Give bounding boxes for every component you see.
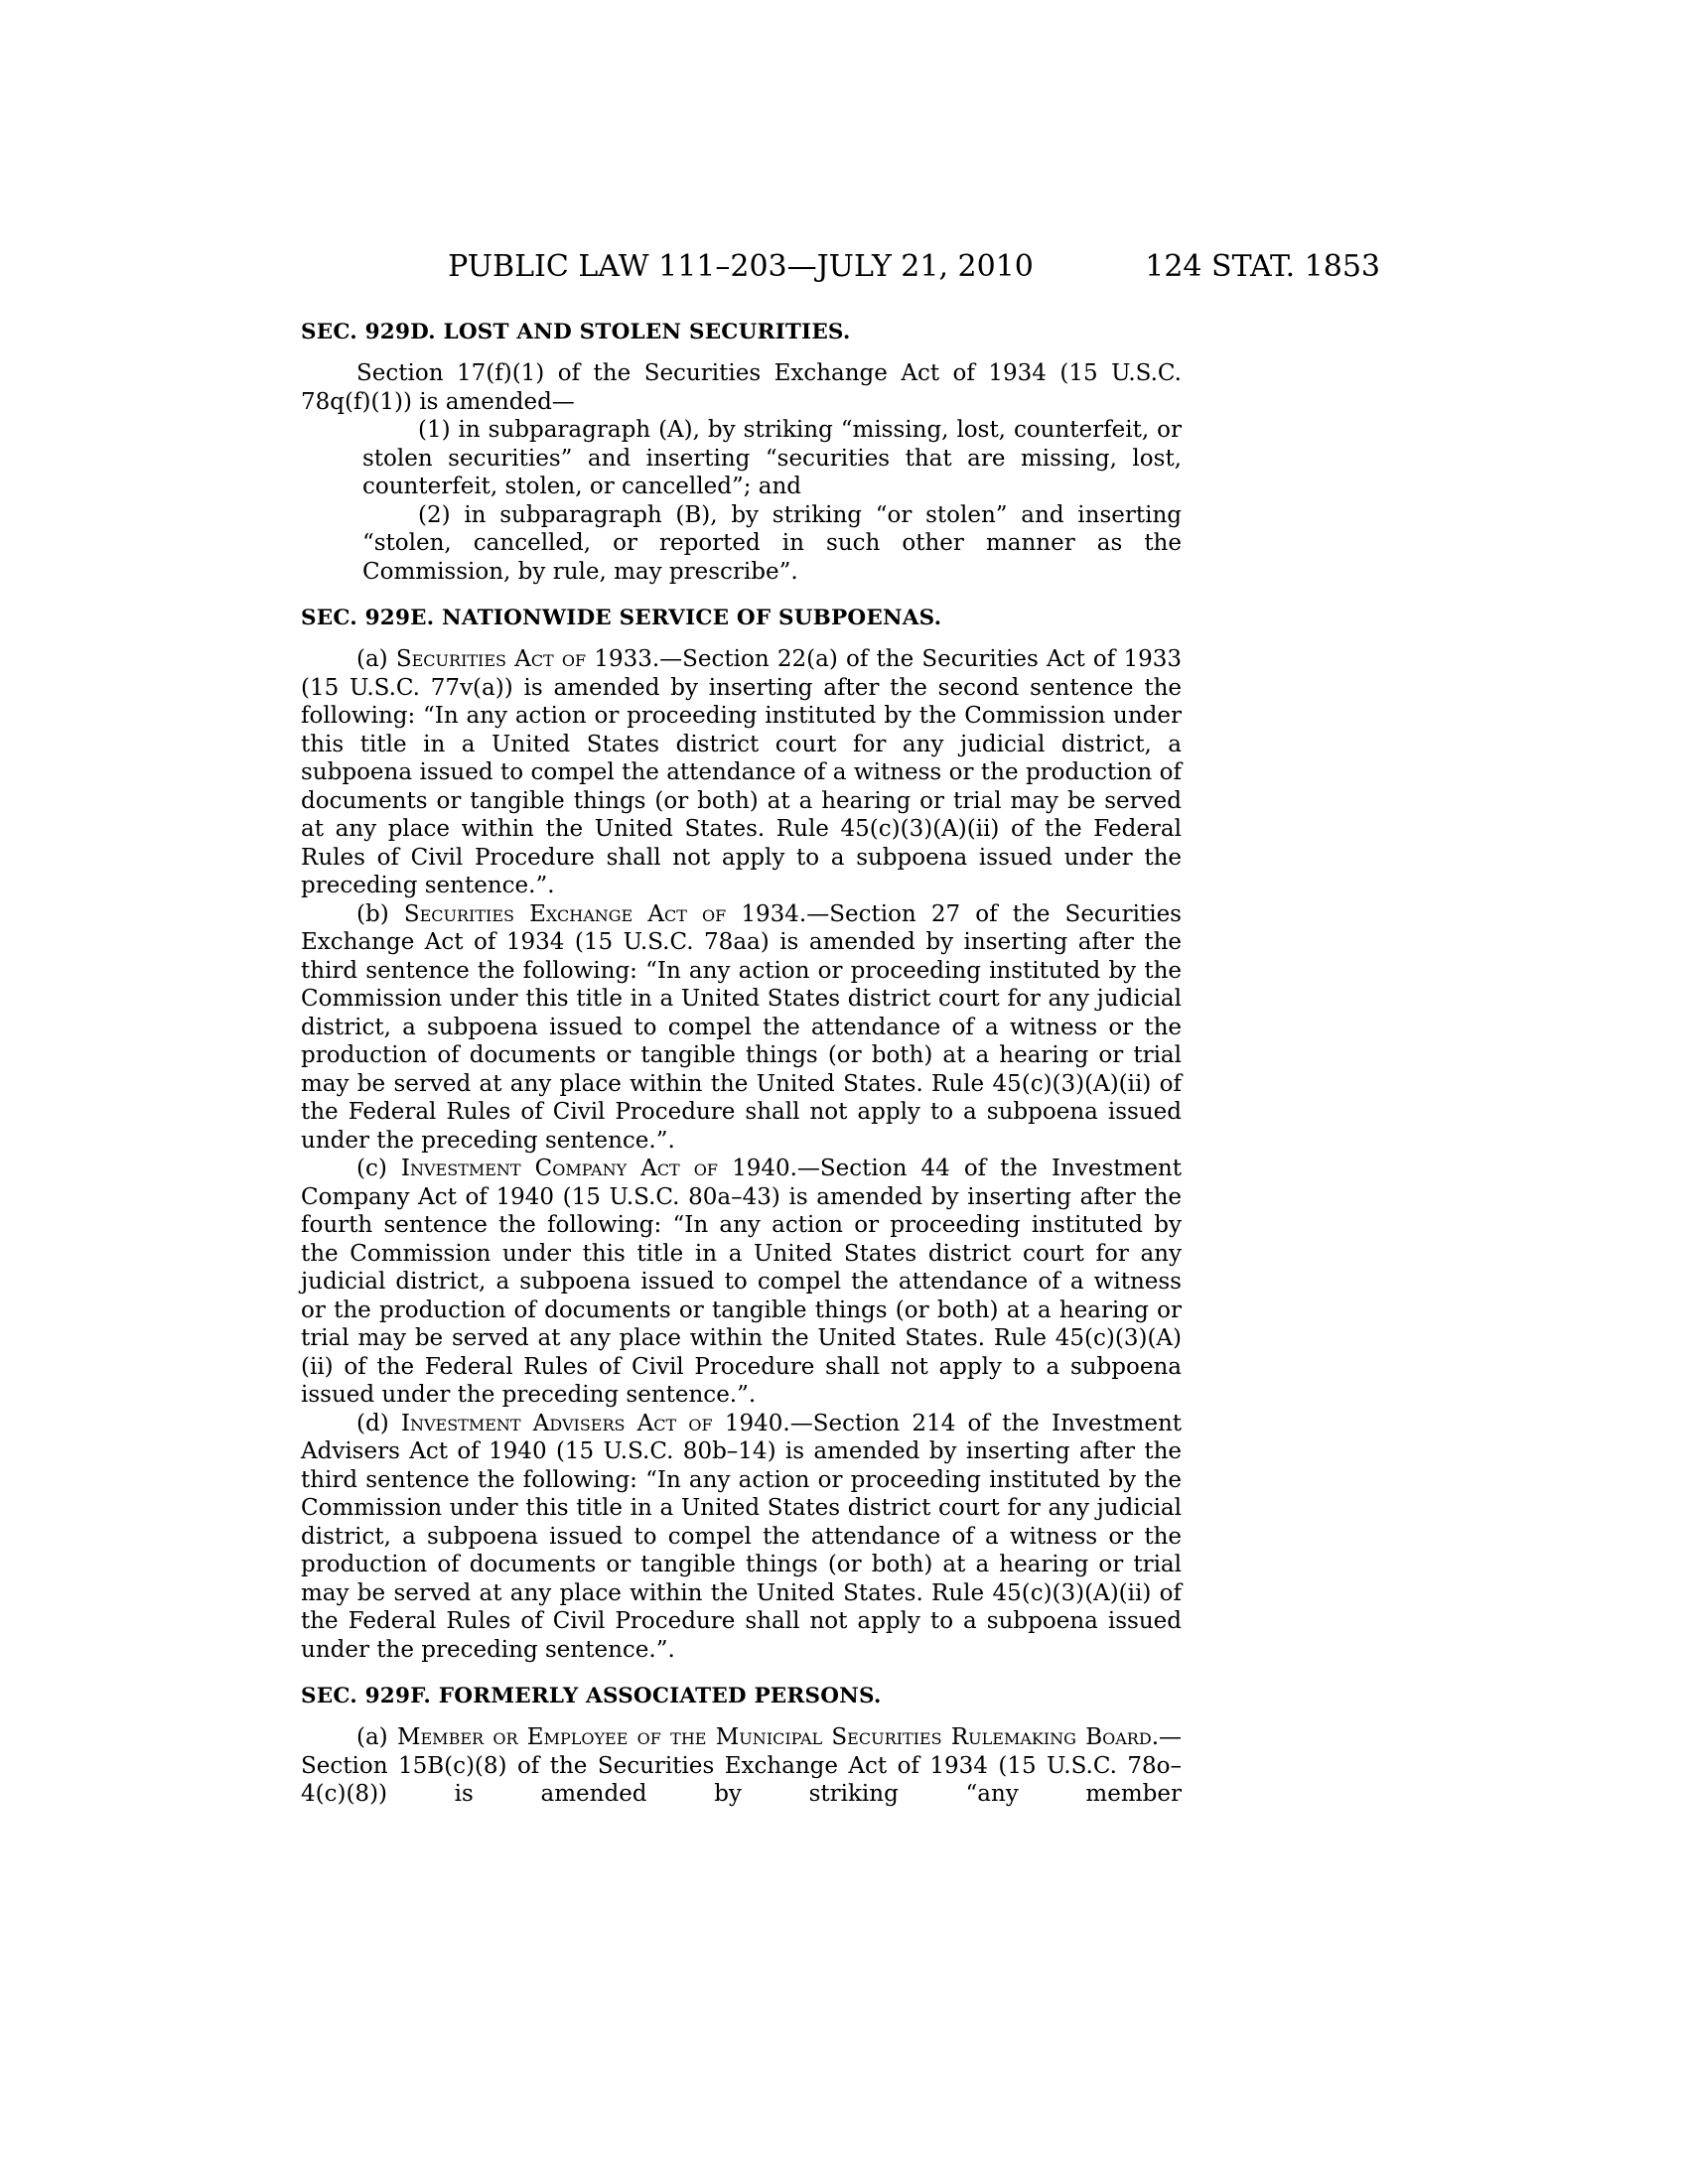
stat-page-number: 124 STAT. 1853 bbox=[1145, 249, 1380, 284]
small-caps-lead-in: Securities Act of 1933 bbox=[395, 646, 652, 672]
small-caps-lead-in: Securities Exchange Act of 1934 bbox=[403, 900, 799, 927]
statute-paragraph: (1) in subparagraph (A), by striking “missing, lost, counterfeit, or stolen securities” and inserting “securities that are missing, lost, counterfeit, stolen, or cancelled”; and bbox=[362, 417, 1182, 499]
statute-paragraph: (a) Member or Employee of the Municipal Securities Rulemaking Board.—Section 15B(c)(8) of the Securities Exchange Act of 1934 (15 U.S.C. 78o–4(c)(8)) is amended by striking “any member bbox=[301, 1724, 1182, 1807]
statute-paragraph: (b) Securities Exchange Act of 1934.—Section 27 of the Securities Exchange Act of 1934 (15 U.S.C. 78aa) is amended by inserting after the third sentence the following: “In any action or proceeding instituted by the Commission under this title in a United States district court for any judicial district, a subpoena issued to compel the attendance of a witness or the production of documents or tangible things (or both) at a hearing or trial may be served at any place within the United States. Rule 45(c)(3)(A)(ii) of the Federal Rules of Civil Procedure shall not apply to a subpoena issued under the preceding sentence.”. bbox=[301, 900, 1182, 1154]
statute-paragraph: (c) Investment Company Act of 1940.—Section 44 of the Investment Company Act of 1940 (15 U.S.C. 80a–43) is amended by inserting after the fourth sentence the following: “In any action or proceeding instituted by the Commission under this title in a United States district court for any judicial district, a subpoena issued to compel the attendance of a witness or the production of documents or tangible things (or both) at a hearing or trial may be served at any place within the United States. Rule 45(c)(3)(A)(ii) of the Federal Rules of Civil Procedure shall not apply to a subpoena issued under the preceding sentence.”. bbox=[301, 1156, 1182, 1408]
law-title: PUBLIC LAW 111–203—JULY 21, 2010 bbox=[448, 249, 1034, 284]
small-caps-lead-in: Investment Company Act of 1940 bbox=[400, 1156, 790, 1181]
statute-paragraph: (2) in subparagraph (B), by striking “or stolen” and inserting “stolen, cancelled, or reported in such other manner as the Commission, by rule, may prescribe”. bbox=[362, 501, 1182, 585]
running-head bbox=[301, 249, 1380, 287]
section-heading: SEC. 929E. NATIONWIDE SERVICE OF SUBPOENAS. bbox=[301, 606, 942, 630]
statute-body bbox=[301, 318, 1182, 1809]
section-heading: SEC. 929F. FORMERLY ASSOCIATED PERSONS. bbox=[301, 1684, 882, 1708]
statute-paragraph: Section 17(f)(1) of the Securities Exchange Act of 1934 (15 U.S.C. 78q(f)(1)) is amended— bbox=[301, 360, 1182, 415]
section-heading: SEC. 929D. LOST AND STOLEN SECURITIES. bbox=[301, 320, 851, 344]
small-caps-lead-in: Investment Advisers Act of 1940 bbox=[400, 1410, 783, 1436]
statute-paragraph: (d) Investment Advisers Act of 1940.—Section 214 of the Investment Advisers Act of 1940 (15 U.S.C. 80b–14) is amended by inserting after the third sentence the following: “In any action or proceeding instituted by the Commission under this title in a United States district court for any judicial district, a subpoena issued to compel the attendance of a witness or the production of documents or tangible things (or both) at a hearing or trial may be served at any place within the United States. Rule 45(c)(3)(A)(ii) of the Federal Rules of Civil Procedure shall not apply to a subpoena issued under the preceding sentence.”. bbox=[301, 1410, 1183, 1663]
small-caps-lead-in: Member or Employee of the Municipal Securities Rulemaking Board bbox=[396, 1724, 1152, 1750]
statute-paragraph: (a) Securities Act of 1933.—Section 22(a) of the Securities Act of 1933 (15 U.S.C. 77v(a)) is amended by inserting after the second sentence the following: “In any action or proceeding instituted by the Commission under this title in a United States district court for any judicial district, a subpoena issued to compel the attendance of a witness or the production of documents or tangible things (or both) at a hearing or trial may be served at any place within the United States. Rule 45(c)(3)(A)(ii) of the Federal Rules of Civil Procedure shall not apply to a subpoena issued under the preceding sentence.”. bbox=[301, 646, 1182, 898]
